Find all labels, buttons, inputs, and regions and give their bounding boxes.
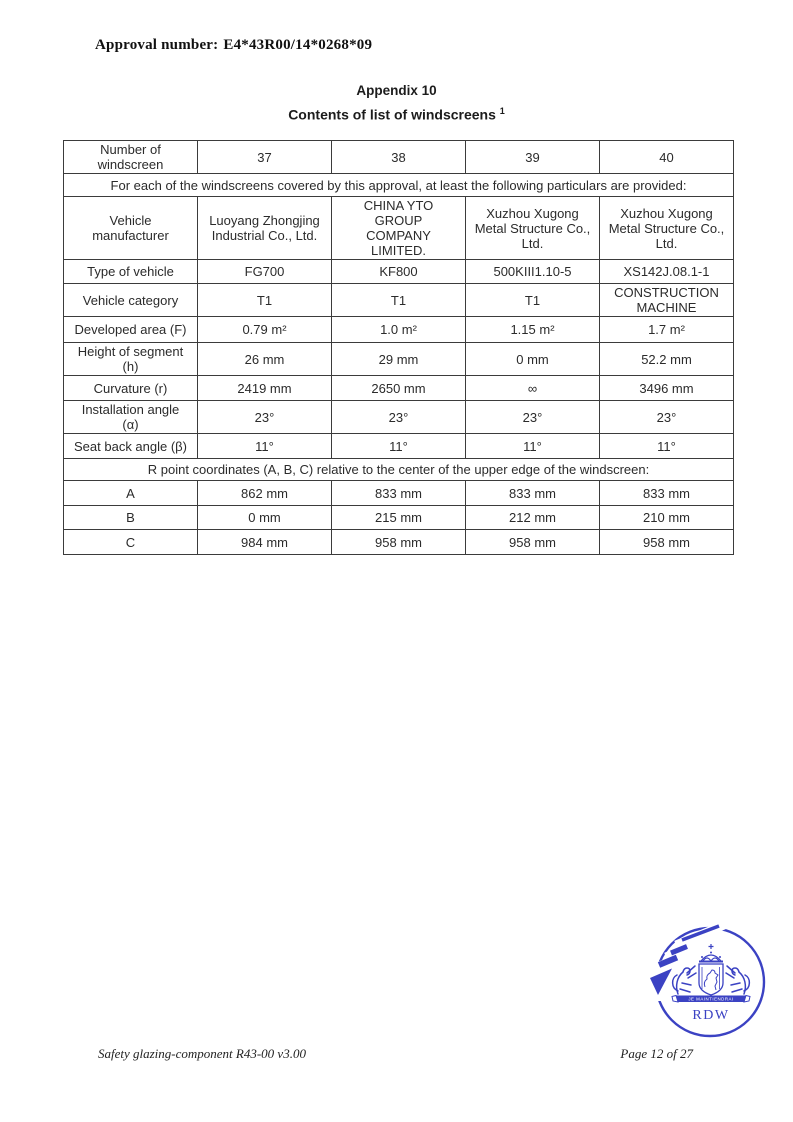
cell-value: XS142J.08.1-1 — [623, 264, 710, 279]
cell-value: 1.0 m² — [380, 322, 417, 337]
cell — [332, 260, 466, 284]
shield-icon — [699, 964, 723, 995]
cell-value: 833 mm — [375, 485, 422, 501]
cell — [466, 376, 600, 401]
table-row-manufacturer — [64, 197, 734, 260]
cell — [466, 530, 600, 555]
table-row-vehicle-category — [64, 284, 734, 317]
cell-value: 23° — [388, 409, 409, 425]
cell — [332, 141, 466, 174]
cell-value: T1 — [390, 292, 407, 308]
row-label: Height of segment (h) — [77, 344, 184, 374]
footnote-marker: 1 — [499, 106, 505, 116]
row-label: Seat back angle (β) — [74, 438, 187, 454]
cell — [198, 530, 332, 555]
cell — [332, 343, 466, 376]
cell-value: Xuzhou Xugong Metal Structure Co., Ltd. — [474, 205, 591, 251]
motto-text: JE MAINTIENDRAI — [688, 996, 734, 1002]
cell-value: 1.15 m² — [510, 322, 555, 337]
row-label-cell — [64, 284, 198, 317]
row-label-cell — [64, 343, 198, 376]
cell-value: 958 mm — [643, 534, 690, 550]
cell — [198, 141, 332, 174]
cell-value: 984 mm — [241, 534, 288, 550]
cell — [332, 197, 466, 260]
cell-value: 39 — [525, 149, 540, 165]
cell — [332, 317, 466, 343]
cell-value: 0 mm — [248, 510, 281, 525]
lion-left-icon — [673, 966, 696, 994]
table-row-coordinate-c — [64, 530, 734, 555]
cell-value: 958 mm — [509, 534, 556, 550]
row-label-cell — [64, 506, 198, 530]
cell-value: CHINA YTO GROUP COMPANY LIMITED. — [363, 198, 434, 258]
cell — [198, 481, 332, 506]
cell-value: T1 — [524, 292, 541, 308]
approval-number-value: E4*43R00/14*0268*09 — [223, 37, 373, 53]
cell-value: 11° — [523, 438, 542, 454]
row-label: Developed area (F) — [74, 322, 187, 337]
cell — [466, 401, 600, 434]
cell — [600, 376, 734, 401]
row-label: Curvature (r) — [93, 380, 168, 396]
row-label: C — [125, 534, 136, 550]
rpoint-note-cell: R point coordinates (A, B, C) relative to the center of the upper edge of the windscreen: — [64, 459, 734, 481]
cell — [466, 343, 600, 376]
cell-value: 1.7 m² — [648, 322, 685, 337]
cell — [332, 506, 466, 530]
rdw-stamp — [642, 921, 780, 1043]
cell-value: 52.2 mm — [641, 351, 692, 367]
row-label: Type of vehicle — [87, 264, 174, 279]
cell-value: 29 mm — [378, 351, 419, 367]
cell — [600, 530, 734, 555]
cell — [600, 284, 734, 317]
table-row-coordinate-a — [64, 481, 734, 506]
row-label: Vehicle manufacturer — [92, 213, 169, 243]
cell-value: 23° — [656, 409, 677, 425]
cell — [600, 141, 734, 174]
row-label-cell — [64, 197, 198, 260]
row-label: B — [126, 510, 135, 525]
cell — [198, 317, 332, 343]
row-label-cell — [64, 317, 198, 343]
cell — [600, 343, 734, 376]
table-row-windscreen-number — [64, 141, 734, 174]
cell-value: 26 mm — [244, 351, 285, 367]
cell — [198, 401, 332, 434]
cell-value: 210 mm — [643, 510, 690, 525]
cell-value: FG700 — [244, 264, 285, 279]
windscreen-table — [63, 140, 734, 555]
table-row-developed-area — [64, 317, 734, 343]
row-label-cell — [64, 481, 198, 506]
cell — [332, 434, 466, 459]
cell — [198, 343, 332, 376]
cell-value: 2419 mm — [237, 380, 292, 396]
cell-value: CONSTRUCTION MACHINE — [614, 285, 719, 315]
cell-value: ∞ — [527, 380, 538, 396]
cell — [332, 376, 466, 401]
cell — [466, 434, 600, 459]
table-row-curvature — [64, 376, 734, 401]
row-label: Vehicle category — [82, 292, 179, 308]
cell — [600, 317, 734, 343]
title-block — [0, 83, 793, 123]
cell — [466, 284, 600, 317]
cell — [600, 197, 734, 260]
cell — [332, 284, 466, 317]
table-row-seat-back-angle — [64, 434, 734, 459]
cell — [332, 530, 466, 555]
cell — [466, 260, 600, 284]
crown-icon — [699, 944, 723, 962]
cell — [332, 401, 466, 434]
cell — [466, 141, 600, 174]
cell-value: 215 mm — [375, 510, 422, 525]
cell-value: 833 mm — [509, 485, 556, 501]
footer-page-number: Page 12 of 27 — [620, 1046, 693, 1061]
table-row-segment-height — [64, 343, 734, 376]
cell-value: 0.79 m² — [242, 322, 287, 337]
cell-value: 40 — [659, 149, 674, 165]
row-label: Number of windscreen — [97, 142, 164, 172]
cell-value: Luoyang Zhongjing Industrial Co., Ltd. — [209, 213, 320, 243]
row-label-cell — [64, 260, 198, 284]
cell — [600, 481, 734, 506]
cell — [198, 376, 332, 401]
cell-value: Xuzhou Xugong Metal Structure Co., Ltd. — [608, 205, 725, 251]
cell-value: 212 mm — [509, 510, 556, 525]
cell — [600, 434, 734, 459]
cell — [198, 434, 332, 459]
cell — [466, 197, 600, 260]
approval-number-label: Approval number: — [95, 37, 219, 53]
page-title-text: Contents of list of windscreens — [288, 106, 496, 123]
cell — [198, 506, 332, 530]
lion-right-icon — [726, 966, 749, 994]
cell-value: 11° — [255, 438, 274, 454]
cell — [198, 260, 332, 284]
cell-value: 2650 mm — [371, 380, 426, 396]
cell — [466, 506, 600, 530]
row-label-cell — [64, 141, 198, 174]
row-label-cell — [64, 401, 198, 434]
cell-value: 3496 mm — [639, 380, 694, 396]
cell-value: 11° — [657, 438, 676, 454]
cell-value: 23° — [254, 409, 275, 425]
row-label: Installation angle (α) — [81, 402, 180, 432]
table-row-coordinate-b — [64, 506, 734, 530]
cell — [332, 481, 466, 506]
cell-value: KF800 — [379, 264, 418, 279]
cell-value: 0 mm — [516, 351, 549, 367]
cell-value: 37 — [257, 149, 272, 165]
cell — [600, 506, 734, 530]
table-row-rpoint-note — [64, 459, 734, 481]
table-row-note — [64, 174, 734, 197]
cell — [198, 197, 332, 260]
row-label-cell — [64, 376, 198, 401]
cell-value: 958 mm — [375, 534, 422, 550]
approval-number — [95, 37, 372, 54]
cell — [466, 317, 600, 343]
cell — [198, 284, 332, 317]
row-label: A — [126, 485, 135, 501]
cell-value: 38 — [391, 149, 406, 165]
row-label-cell — [64, 530, 198, 555]
cell — [600, 401, 734, 434]
cell-value: T1 — [256, 292, 273, 308]
provided-note-cell: For each of the windscreens covered by this approval, at least the following particulars are provided: — [64, 174, 734, 197]
rdw-label: RDW — [692, 1008, 730, 1023]
table-row-installation-angle — [64, 401, 734, 434]
cell-value: 833 mm — [643, 485, 690, 501]
table-row-vehicle-type — [64, 260, 734, 284]
motto-banner — [672, 996, 750, 1003]
cell-value: 862 mm — [241, 485, 288, 501]
cell-value: 23° — [522, 409, 543, 425]
row-label-cell — [64, 434, 198, 459]
cell — [600, 260, 734, 284]
appendix-title: Appendix 10 — [356, 83, 437, 98]
cell-value: 11° — [389, 438, 408, 454]
footer-document-version: Safety glazing-component R43-00 v3.00 — [98, 1046, 306, 1061]
cell-value: 500KIII1.10-5 — [493, 264, 572, 279]
page-title — [0, 106, 793, 123]
cell — [466, 481, 600, 506]
